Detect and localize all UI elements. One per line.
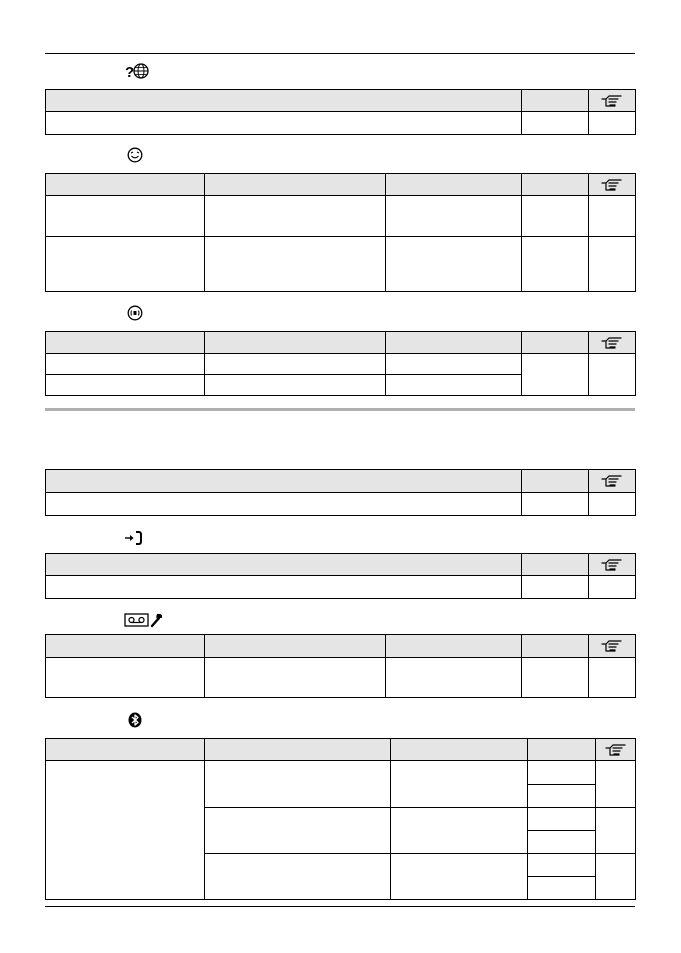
table-section-3 bbox=[45, 331, 636, 396]
header-cell bbox=[46, 635, 205, 658]
table-header-row bbox=[46, 739, 636, 761]
table-cell bbox=[386, 354, 522, 375]
question-globe-icon bbox=[125, 62, 149, 80]
header-cell bbox=[205, 174, 386, 196]
table-row bbox=[46, 196, 636, 237]
pointing-hand-icon bbox=[601, 558, 623, 572]
table-cell bbox=[205, 375, 386, 396]
table-cell bbox=[589, 237, 636, 292]
table-cell bbox=[391, 761, 528, 808]
table-cell bbox=[596, 854, 636, 900]
table-cell bbox=[589, 196, 636, 237]
header-reference-cell bbox=[589, 470, 636, 493]
header-cell bbox=[46, 554, 522, 576]
table-cell bbox=[522, 493, 589, 516]
header-cell bbox=[522, 470, 589, 493]
header-cell bbox=[386, 174, 522, 196]
table-row bbox=[46, 576, 636, 599]
table-cell bbox=[522, 112, 589, 135]
table-header-row bbox=[46, 174, 636, 196]
header-reference-cell bbox=[589, 90, 636, 112]
table-cell bbox=[205, 658, 386, 698]
table-section-5 bbox=[45, 553, 636, 599]
header-cell bbox=[522, 635, 589, 658]
table-cell bbox=[391, 854, 528, 900]
top-rule bbox=[45, 53, 635, 54]
table-cell bbox=[205, 237, 386, 292]
table-cell bbox=[589, 658, 636, 698]
table-section-6 bbox=[45, 634, 636, 698]
table-cell bbox=[589, 354, 636, 396]
pointing-hand-icon bbox=[601, 474, 623, 488]
header-reference-cell bbox=[589, 174, 636, 196]
table-header-row bbox=[46, 635, 636, 658]
arrow-into-handset-icon bbox=[124, 529, 144, 547]
table-cell bbox=[46, 761, 205, 900]
table-cell bbox=[205, 808, 391, 854]
table-cell bbox=[386, 237, 522, 292]
header-reference-cell bbox=[589, 332, 636, 354]
table-cell bbox=[46, 237, 205, 292]
table-section-1 bbox=[45, 89, 636, 135]
header-cell bbox=[46, 470, 522, 493]
table-cell bbox=[596, 761, 636, 808]
table-cell bbox=[46, 576, 522, 599]
table-header-row bbox=[46, 554, 636, 576]
table-cell bbox=[46, 196, 205, 237]
table-cell bbox=[522, 196, 589, 237]
table-cell bbox=[205, 196, 386, 237]
table-cell bbox=[589, 112, 636, 135]
voicemail-tape-wrench-icon bbox=[124, 611, 166, 629]
table-cell bbox=[522, 576, 589, 599]
header-cell bbox=[386, 332, 522, 354]
header-cell bbox=[46, 332, 205, 354]
speaker-circle-icon bbox=[127, 304, 143, 322]
table-cell bbox=[205, 761, 391, 808]
table-section-7 bbox=[45, 738, 636, 900]
table-header-row bbox=[46, 90, 636, 112]
svg-text:?: ? bbox=[125, 64, 135, 80]
table-cell bbox=[205, 854, 391, 900]
table-cell bbox=[522, 237, 589, 292]
face-circle-icon bbox=[127, 146, 143, 164]
header-reference-cell bbox=[596, 739, 636, 761]
pointing-hand-icon bbox=[601, 94, 623, 108]
header-cell bbox=[522, 554, 589, 576]
pointing-hand-icon bbox=[601, 336, 623, 350]
header-cell bbox=[522, 174, 589, 196]
table-cell bbox=[386, 658, 522, 698]
table-row bbox=[46, 237, 636, 292]
header-cell bbox=[205, 332, 386, 354]
header-cell bbox=[46, 174, 205, 196]
header-cell bbox=[391, 739, 528, 761]
header-cell bbox=[522, 90, 589, 112]
table-cell bbox=[386, 375, 522, 396]
table-cell bbox=[589, 576, 636, 599]
table-cell bbox=[391, 808, 528, 854]
header-cell bbox=[528, 739, 596, 761]
header-cell bbox=[46, 90, 522, 112]
table-cell bbox=[528, 761, 596, 785]
table-section-2 bbox=[45, 173, 636, 292]
header-reference-cell bbox=[589, 635, 636, 658]
table-cell bbox=[522, 354, 589, 396]
table-cell bbox=[589, 493, 636, 516]
header-cell bbox=[205, 739, 391, 761]
header-cell bbox=[522, 332, 589, 354]
header-cell bbox=[46, 739, 205, 761]
pointing-hand-icon bbox=[605, 743, 627, 757]
table-header-row bbox=[46, 332, 636, 354]
table-cell bbox=[528, 808, 596, 831]
table-row bbox=[46, 354, 636, 375]
pointing-hand-icon bbox=[601, 178, 623, 192]
table-section-4 bbox=[45, 469, 636, 516]
table-row bbox=[46, 112, 636, 135]
header-cell bbox=[205, 635, 386, 658]
table-cell bbox=[46, 354, 205, 375]
header-cell bbox=[386, 635, 522, 658]
pointing-hand-icon bbox=[601, 639, 623, 653]
table-cell bbox=[528, 831, 596, 854]
table-row bbox=[46, 761, 636, 785]
table-row bbox=[46, 658, 636, 698]
bluetooth-icon bbox=[127, 711, 143, 729]
table-cell bbox=[528, 785, 596, 808]
table-cell bbox=[46, 112, 522, 135]
table-cell bbox=[528, 854, 596, 877]
table-header-row bbox=[46, 470, 636, 493]
bottom-rule bbox=[45, 906, 635, 907]
table-cell bbox=[46, 493, 522, 516]
table-cell bbox=[596, 808, 636, 854]
table-row bbox=[46, 493, 636, 516]
table-cell bbox=[522, 658, 589, 698]
section-divider bbox=[45, 408, 635, 411]
table-cell bbox=[386, 196, 522, 237]
header-reference-cell bbox=[589, 554, 636, 576]
table-cell bbox=[205, 354, 386, 375]
table-cell bbox=[528, 877, 596, 900]
table-cell bbox=[46, 375, 205, 396]
table-cell bbox=[46, 658, 205, 698]
